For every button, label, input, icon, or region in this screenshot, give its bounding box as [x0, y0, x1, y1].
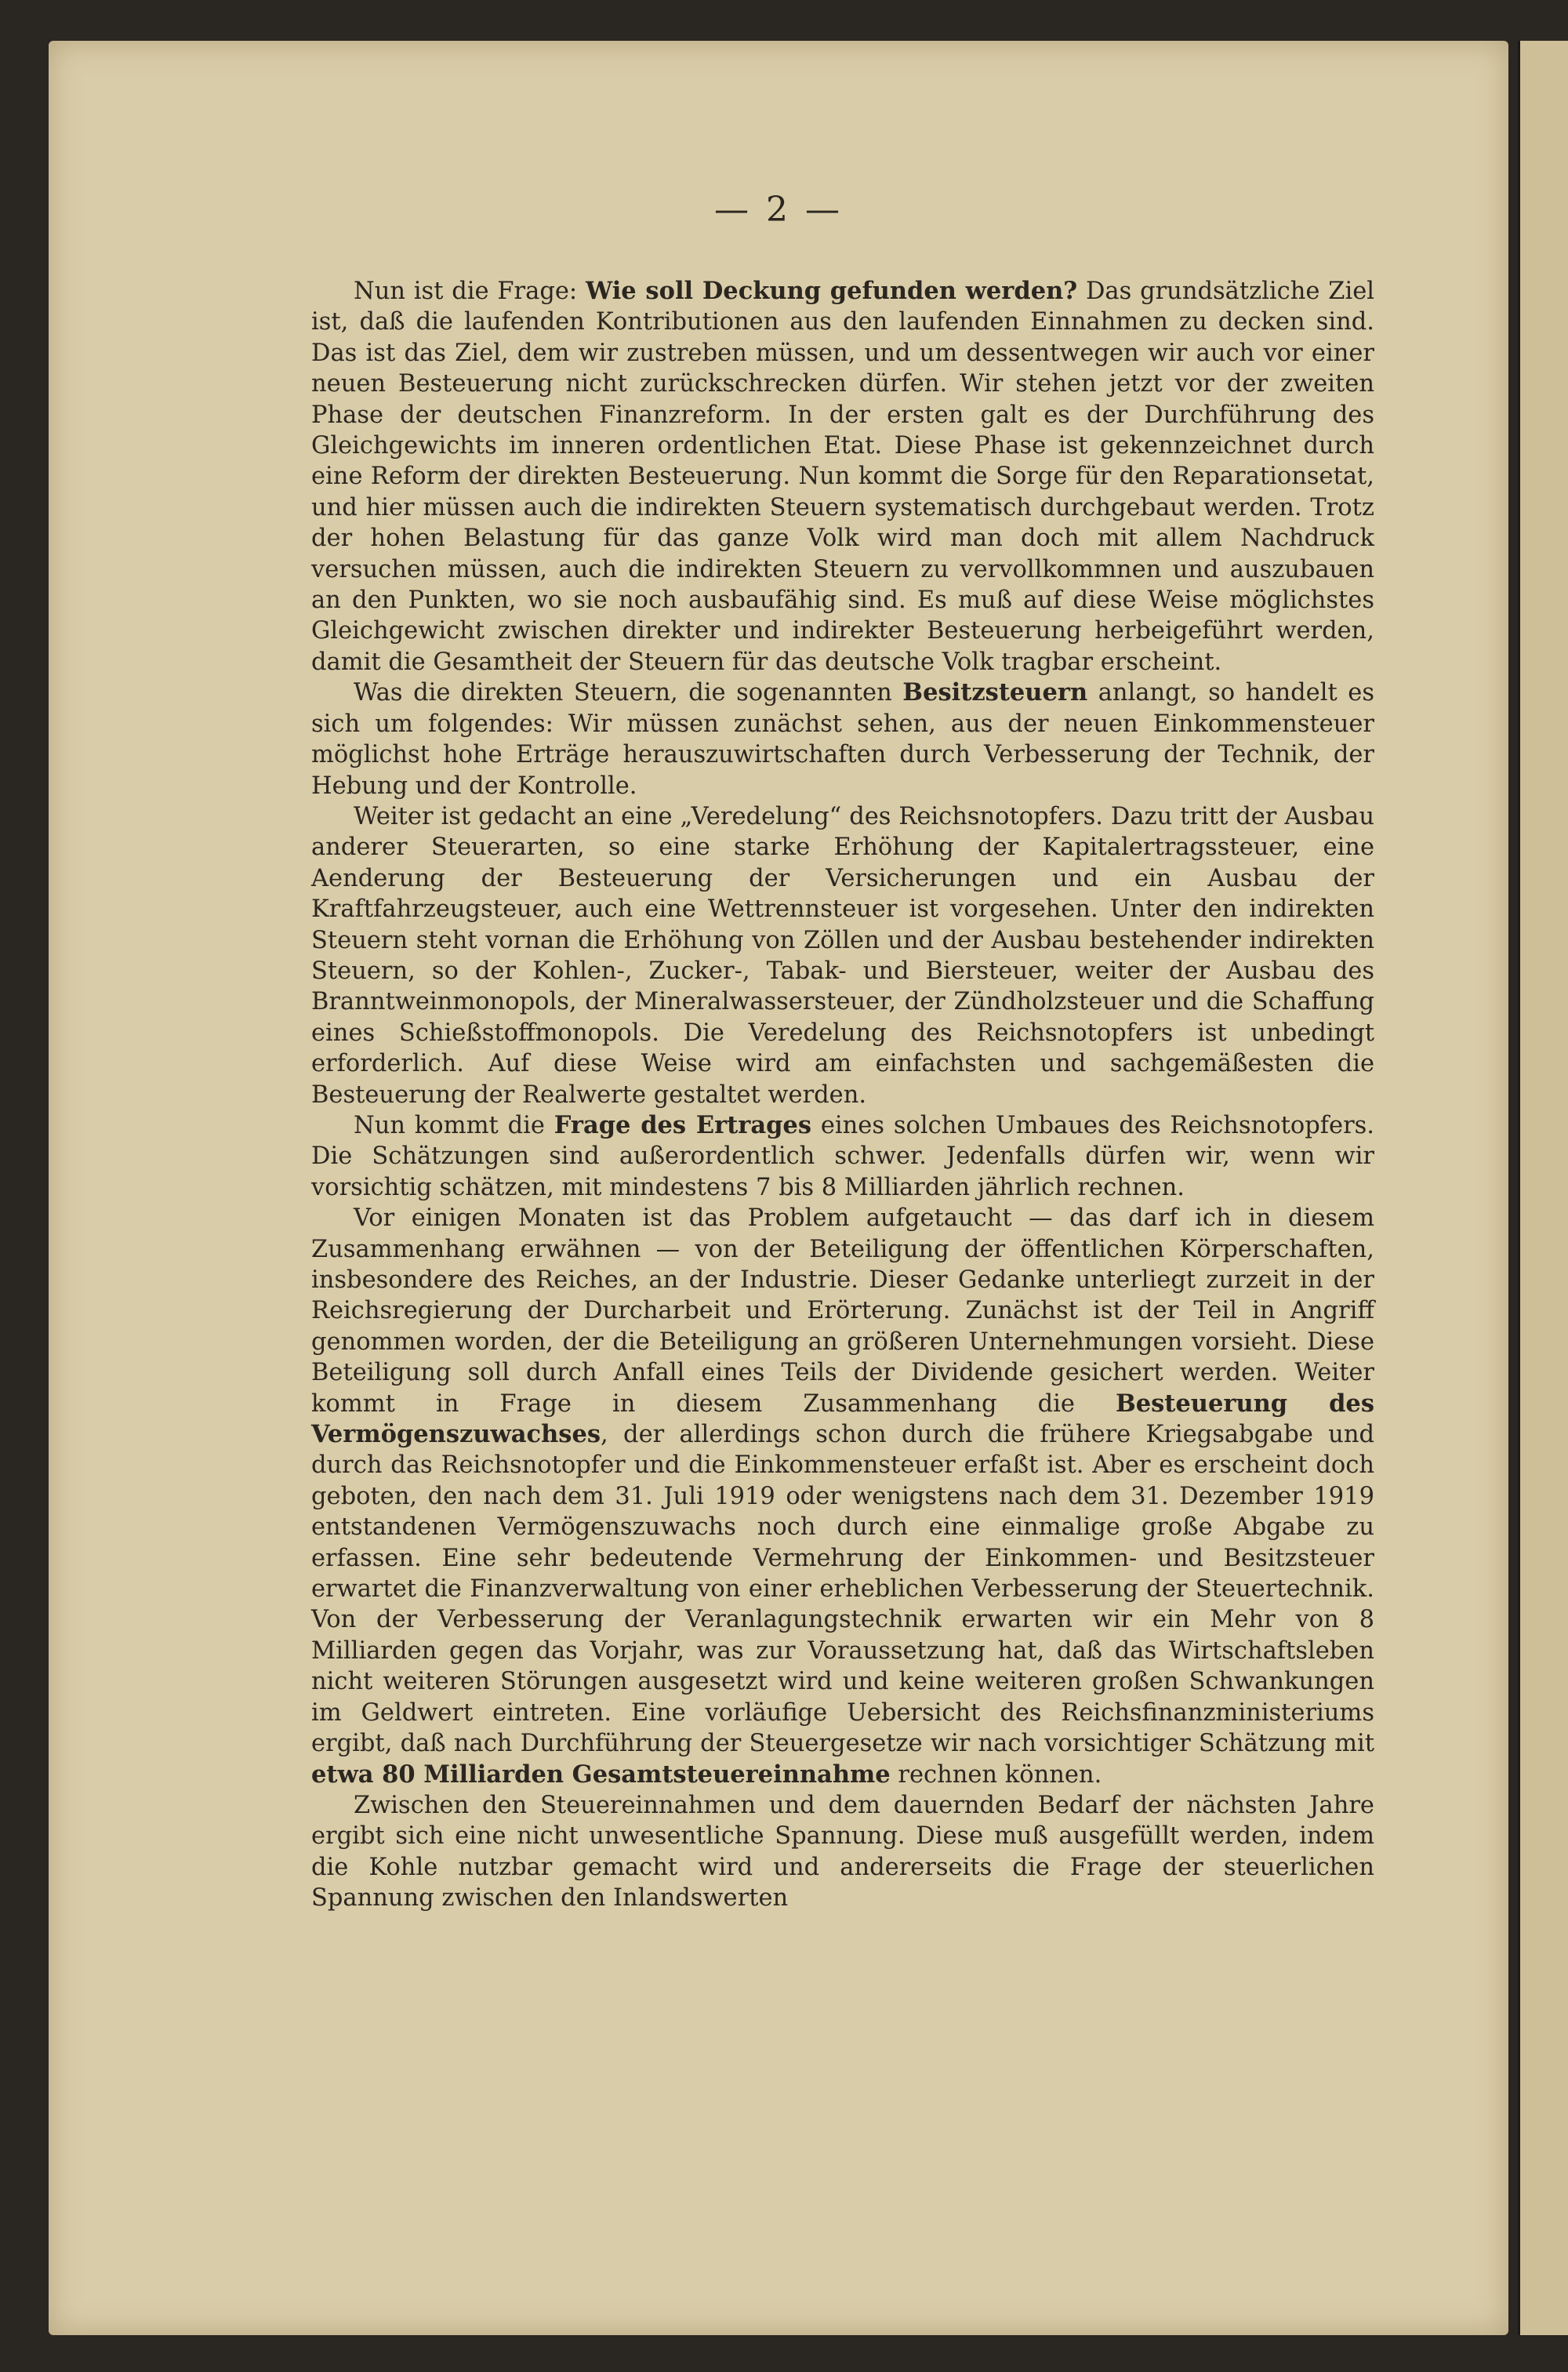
text-run: eines solchen Umbaues des Reichsnotopfers. Die Schätzungen sind außerordentlich schwer. Jedenfalls dürfen wir, wenn wir vorsichtig schätzen, mit mindestens 7 bis 8 Milliarden jährlich rechnen.: [311, 1111, 1374, 1201]
document-page: [49, 41, 1508, 2335]
text-run: anlangt, so handelt es sich um folgendes: Wir müssen zunächst sehen, aus der neuen Einkommensteuer möglichst hohe Erträge herauszuwirtschaften durch Verbesserung der Technik, der Hebung und der Kontrolle.: [311, 679, 1374, 800]
paragraph: [311, 1110, 1374, 1203]
emphasis-text: Wie soll Deckung gefunden werden?: [585, 277, 1078, 305]
emphasis-text: Frage des Ertrages: [554, 1110, 812, 1139]
paragraph: [311, 276, 1374, 677]
paragraph: [311, 1790, 1374, 1914]
text-run: Was die direkten Steuern, die sogenannten: [354, 679, 903, 707]
paragraph: [311, 677, 1374, 801]
emphasis-text: Besitzsteuern: [902, 678, 1088, 707]
text-run: Zwischen den Steuereinnahmen und dem dauernden Bedarf der nächsten Jahre ergibt sich eine nicht unwesentliche Spannung. Diese muß ausgefüllt werden, indem die Kohle nutzbar gemacht wird und andererseits die Frage der steuerlichen Spannung zwischen den Inlandswerten: [311, 1791, 1374, 1912]
page-number: — 2 —: [714, 190, 843, 230]
text-run: Das grundsätzliche Ziel ist, daß die laufenden Kontributionen aus den laufenden Einnahmen zu decken sind. Das ist das Ziel, dem wir zustreben müssen, und um dessentwegen wir auch vor einer neuen Besteuerung nicht zurückschrecken dürfen. Wir stehen jetzt vor der zweiten Phase der deutschen Finanzreform. In der ersten galt es der Durchführung des Gleichgewichts im inneren ordentlichen Etat. Diese Phase ist gekennzeichnet durch eine Reform der direkten Besteuerung. Nun kommt die Sorge für den Reparationsetat, und hier müssen auch die indirekten Steuern systematisch durchgebaut werden. Trotz der hohen Belastung für das ganze Volk wird man doch mit allem Nachdruck versuchen müssen, auch die indirekten Steuern zu vervollkommnen und auszubauen an den Punkten, wo sie noch ausbaufähig sind. Es muß auf diese Weise möglichstes Gleichgewicht zwischen direkter und indirekter Besteuerung herbeigeführt werden, damit die Gesamtheit der Steuern für das deutsche Volk tragbar erscheint.: [311, 278, 1374, 676]
text-run: rechnen können.: [890, 1760, 1102, 1789]
text-run: Nun kommt die: [354, 1111, 554, 1139]
text-run: Vor einigen Monaten ist das Problem aufgetaucht — das darf ich in diesem Zusammenhang erwähnen — von der Beteiligung der öffentlichen Körperschaften, insbesondere des Reiches, an der Industrie. Dieser Gedanke unterliegt zurzeit in der Reichsregierung der Durcharbeit und Erörterung. Zunächst ist der Teil in Angriff genommen worden, der die Beteiligung an größeren Unternehmungen vorsieht. Diese Beteiligung soll durch Anfall eines Teils der Dividende gesichert werden. Weiter kommt in Frage in diesem Zusammenhang die: [311, 1204, 1374, 1418]
text-run: , der allerdings schon durch die frühere Kriegsabgabe und durch das Reichsnotopfer und die Einkommensteuer erfaßt ist. Aber es erscheint doch geboten, den nach dem 31. Juli 1919 oder wenigstens nach dem 31. Dezember 1919 entstandenen Vermögenszuwachs noch durch eine einmalige große Abgabe zu erfassen. Eine sehr bedeutende Vermehrung der Einkommen- und Besitzsteuer erwartet die Finanzverwaltung von einer erheblichen Verbesserung der Steuertechnik. Von der Verbesserung der Veranlagungstechnik erwarten wir ein Mehr von 8 Milliarden gegen das Vorjahr, was zur Voraussetzung hat, daß das Wirtschaftsleben nicht weiteren Störungen ausgesetzt wird und keine weiteren großen Schwankungen im Geldwert eintreten. Eine vorläufige Uebersicht des Reichsfinanzministeriums ergibt, daß nach Durchführung der Steuergesetze wir nach vorsichtiger Schätzung mit: [311, 1421, 1374, 1758]
emphasis-text: Besteuerung des Vermögenszuwachses: [311, 1389, 1374, 1449]
text-run: Weiter ist gedacht an eine „Veredelung“ des Reichsnotopfers. Dazu tritt der Ausbau anderer Steuerarten, so eine starke Erhöhung der Kapitalertragssteuer, eine Aenderung der Besteuerung der Versicherungen und ein Ausbau der Kraftfahrzeugsteuer, auch eine Wettrennsteuer ist vorgesehen. Unter den indirekten Steuern steht vornan die Erhöhung von Zöllen und der Ausbau bestehender indirekten Steuern, so der Kohlen-, Zucker-, Tabak- und Biersteuer, weiter der Ausbau des Branntweinmonopols, der Mineralwassersteuer, der Zündholzsteuer und die Schaffung eines Schießstoffmonopols. Die Veredelung des Reichsnotopfers ist unbedingt erforderlich. Auf diese Weise wird am einfachsten und sachgemäßesten die Besteuerung der Realwerte gestaltet werden.: [311, 802, 1374, 1109]
adjacent-page-edge: [1518, 41, 1568, 2335]
paragraph: [311, 1203, 1374, 1790]
paragraph: [311, 801, 1374, 1110]
text-run: Nun ist die Frage:: [354, 278, 586, 305]
emphasis-text: etwa 80 Milliarden Gesamtsteuereinnahme: [311, 1760, 891, 1789]
body-text: [311, 276, 1374, 1914]
